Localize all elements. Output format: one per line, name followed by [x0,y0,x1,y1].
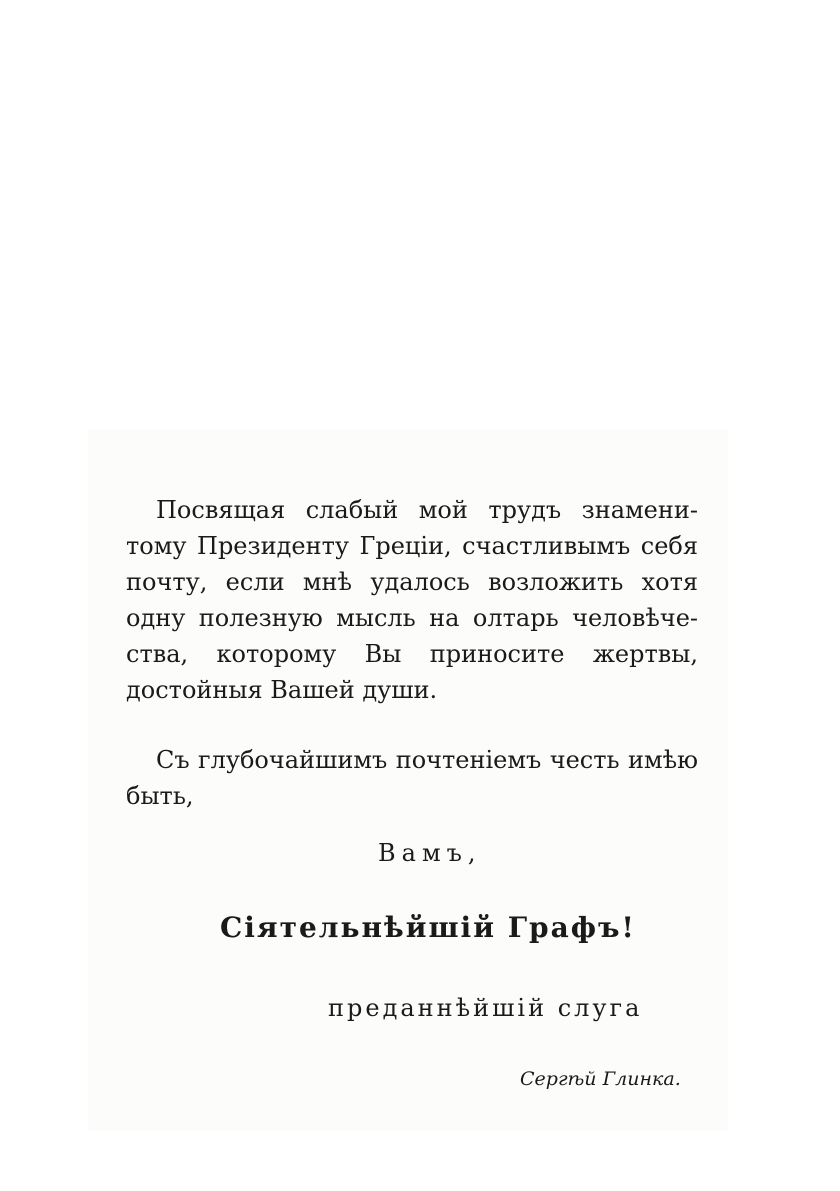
text-line: одну полезную мысль на олтарь человѣче- [126,604,698,632]
dedication-paragraph [126,492,698,708]
text-line: Съ глубочайшимъ почтеніемъ честь имѣю [156,746,698,774]
salutation: Вамъ, [378,839,482,867]
respect-paragraph [126,742,698,814]
text-line: тому Президенту Греціи, счастливымъ себя [126,532,698,560]
text-line: достойныя Вашей души. [126,676,438,704]
text-line: почту, если мнѣ удалось возложить хотя [126,568,698,596]
text-line: быть, [126,782,194,810]
text-line: ства, которому Вы приносите жертвы, [126,640,698,668]
title-address: Сіятельнѣйшій Графъ! [220,911,636,944]
text-line: Посвящая слабый мой трудъ знамени- [156,496,698,524]
closing-phrase: преданнѣйшій слуга [328,994,643,1022]
signature: Сергѣй Глинка. [520,1068,681,1090]
